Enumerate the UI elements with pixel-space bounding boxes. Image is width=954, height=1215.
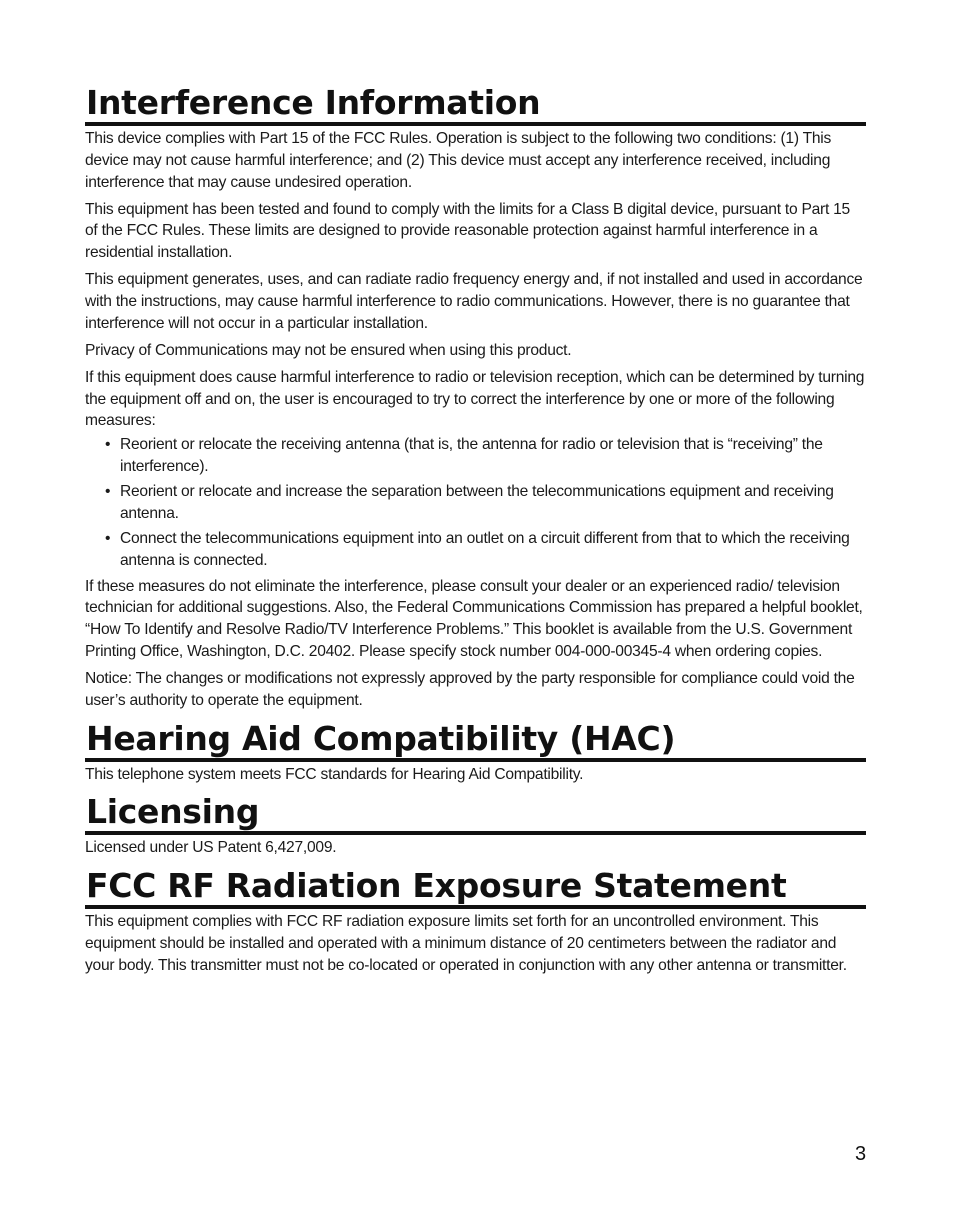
hac-section bbox=[85, 720, 866, 786]
bullet-marker: • bbox=[105, 530, 111, 548]
interference-paragraph-3: This equipment generates, uses, and can radiate radio frequency energy and, if not installed and used in accordance with the instructions, may cause harmful interference to radio communications. However, there is no guarantee that interference will not occur in a particular installation. bbox=[85, 271, 863, 332]
document-page bbox=[85, 84, 866, 977]
interference-heading: Interference Information bbox=[85, 84, 866, 126]
list-item-text: Connect the telecommunications equipment into an outlet on a circuit different from that to which the receiving antenna is connected. bbox=[120, 530, 850, 570]
interference-paragraph-5: If this equipment does cause harmful interference to radio or television reception, which can be determined by turning the equipment off and on, the user is encouraged to try to correct the interference by one or more of the following measures: bbox=[85, 368, 865, 430]
licensing-heading: Licensing bbox=[85, 793, 866, 835]
interference-paragraph-1: This device complies with Part 15 of the FCC Rules. Operation is subject to the following two conditions: (1) This device may not cause harmful interference; and (2) This device must accept any interference received, including interference that may cause undesired operation. bbox=[85, 130, 832, 191]
list-item bbox=[105, 528, 866, 572]
fcc-rf-section bbox=[85, 867, 866, 976]
list-item bbox=[105, 481, 866, 525]
fcc-rf-heading: FCC RF Radiation Exposure Statement bbox=[85, 867, 866, 909]
hac-heading: Hearing Aid Compatibility (HAC) bbox=[85, 720, 866, 762]
hac-text: This telephone system meets FCC standards for Hearing Aid Compatibility. bbox=[85, 765, 584, 783]
fcc-rf-text: This equipment complies with FCC RF radiation exposure limits set forth for an uncontrolled environment. This equipment should be installed and operated with a minimum distance of 20 centimeters between the radiator and your body. This transmitter must not be co-located or operated in conjunction with any other antenna or transmitter. bbox=[85, 913, 847, 974]
list-item bbox=[105, 434, 866, 478]
list-item-text: Reorient or relocate the receiving antenna (that is, the antenna for radio or television that is “receiving” the interference). bbox=[120, 436, 823, 475]
interference-closing-paragraph-1: If these measures do not eliminate the interference, please consult your dealer or an experienced radio/ television technician for additional suggestions. Also, the Federal Communications Commission has prepared a helpful booklet, “How To Identify and Resolve Radio/TV Interference Problems.” This booklet is available from the U.S. Government Printing Office, Washington, D.C. 20402. Please specify stock number 004-000-00345-4 when ordering copies. bbox=[85, 577, 863, 661]
licensing-text: Licensed under US Patent 6,427,009. bbox=[85, 839, 337, 857]
interference-paragraph-2: This equipment has been tested and found to comply with the limits for a Class B digital device, pursuant to Part 15 of the FCC Rules. These limits are designed to provide reasonable protection against harmful interference in a residential installation. bbox=[85, 200, 850, 262]
list-item-text: Reorient or relocate and increase the separation between the telecommunications equipment and receiving antenna. bbox=[120, 483, 834, 523]
bullet-marker: • bbox=[105, 436, 111, 454]
bullet-marker: • bbox=[105, 483, 111, 501]
interference-paragraph-4: Privacy of Communications may not be ensured when using this product. bbox=[85, 341, 572, 359]
page-number: 3 bbox=[855, 1143, 867, 1165]
interference-section bbox=[85, 84, 866, 712]
licensing-section bbox=[85, 793, 866, 859]
interference-closing-paragraph-2: Notice: The changes or modifications not expressly approved by the party responsible for compliance could void the user’s authority to operate the equipment. bbox=[85, 670, 855, 709]
measures-list bbox=[85, 434, 866, 572]
